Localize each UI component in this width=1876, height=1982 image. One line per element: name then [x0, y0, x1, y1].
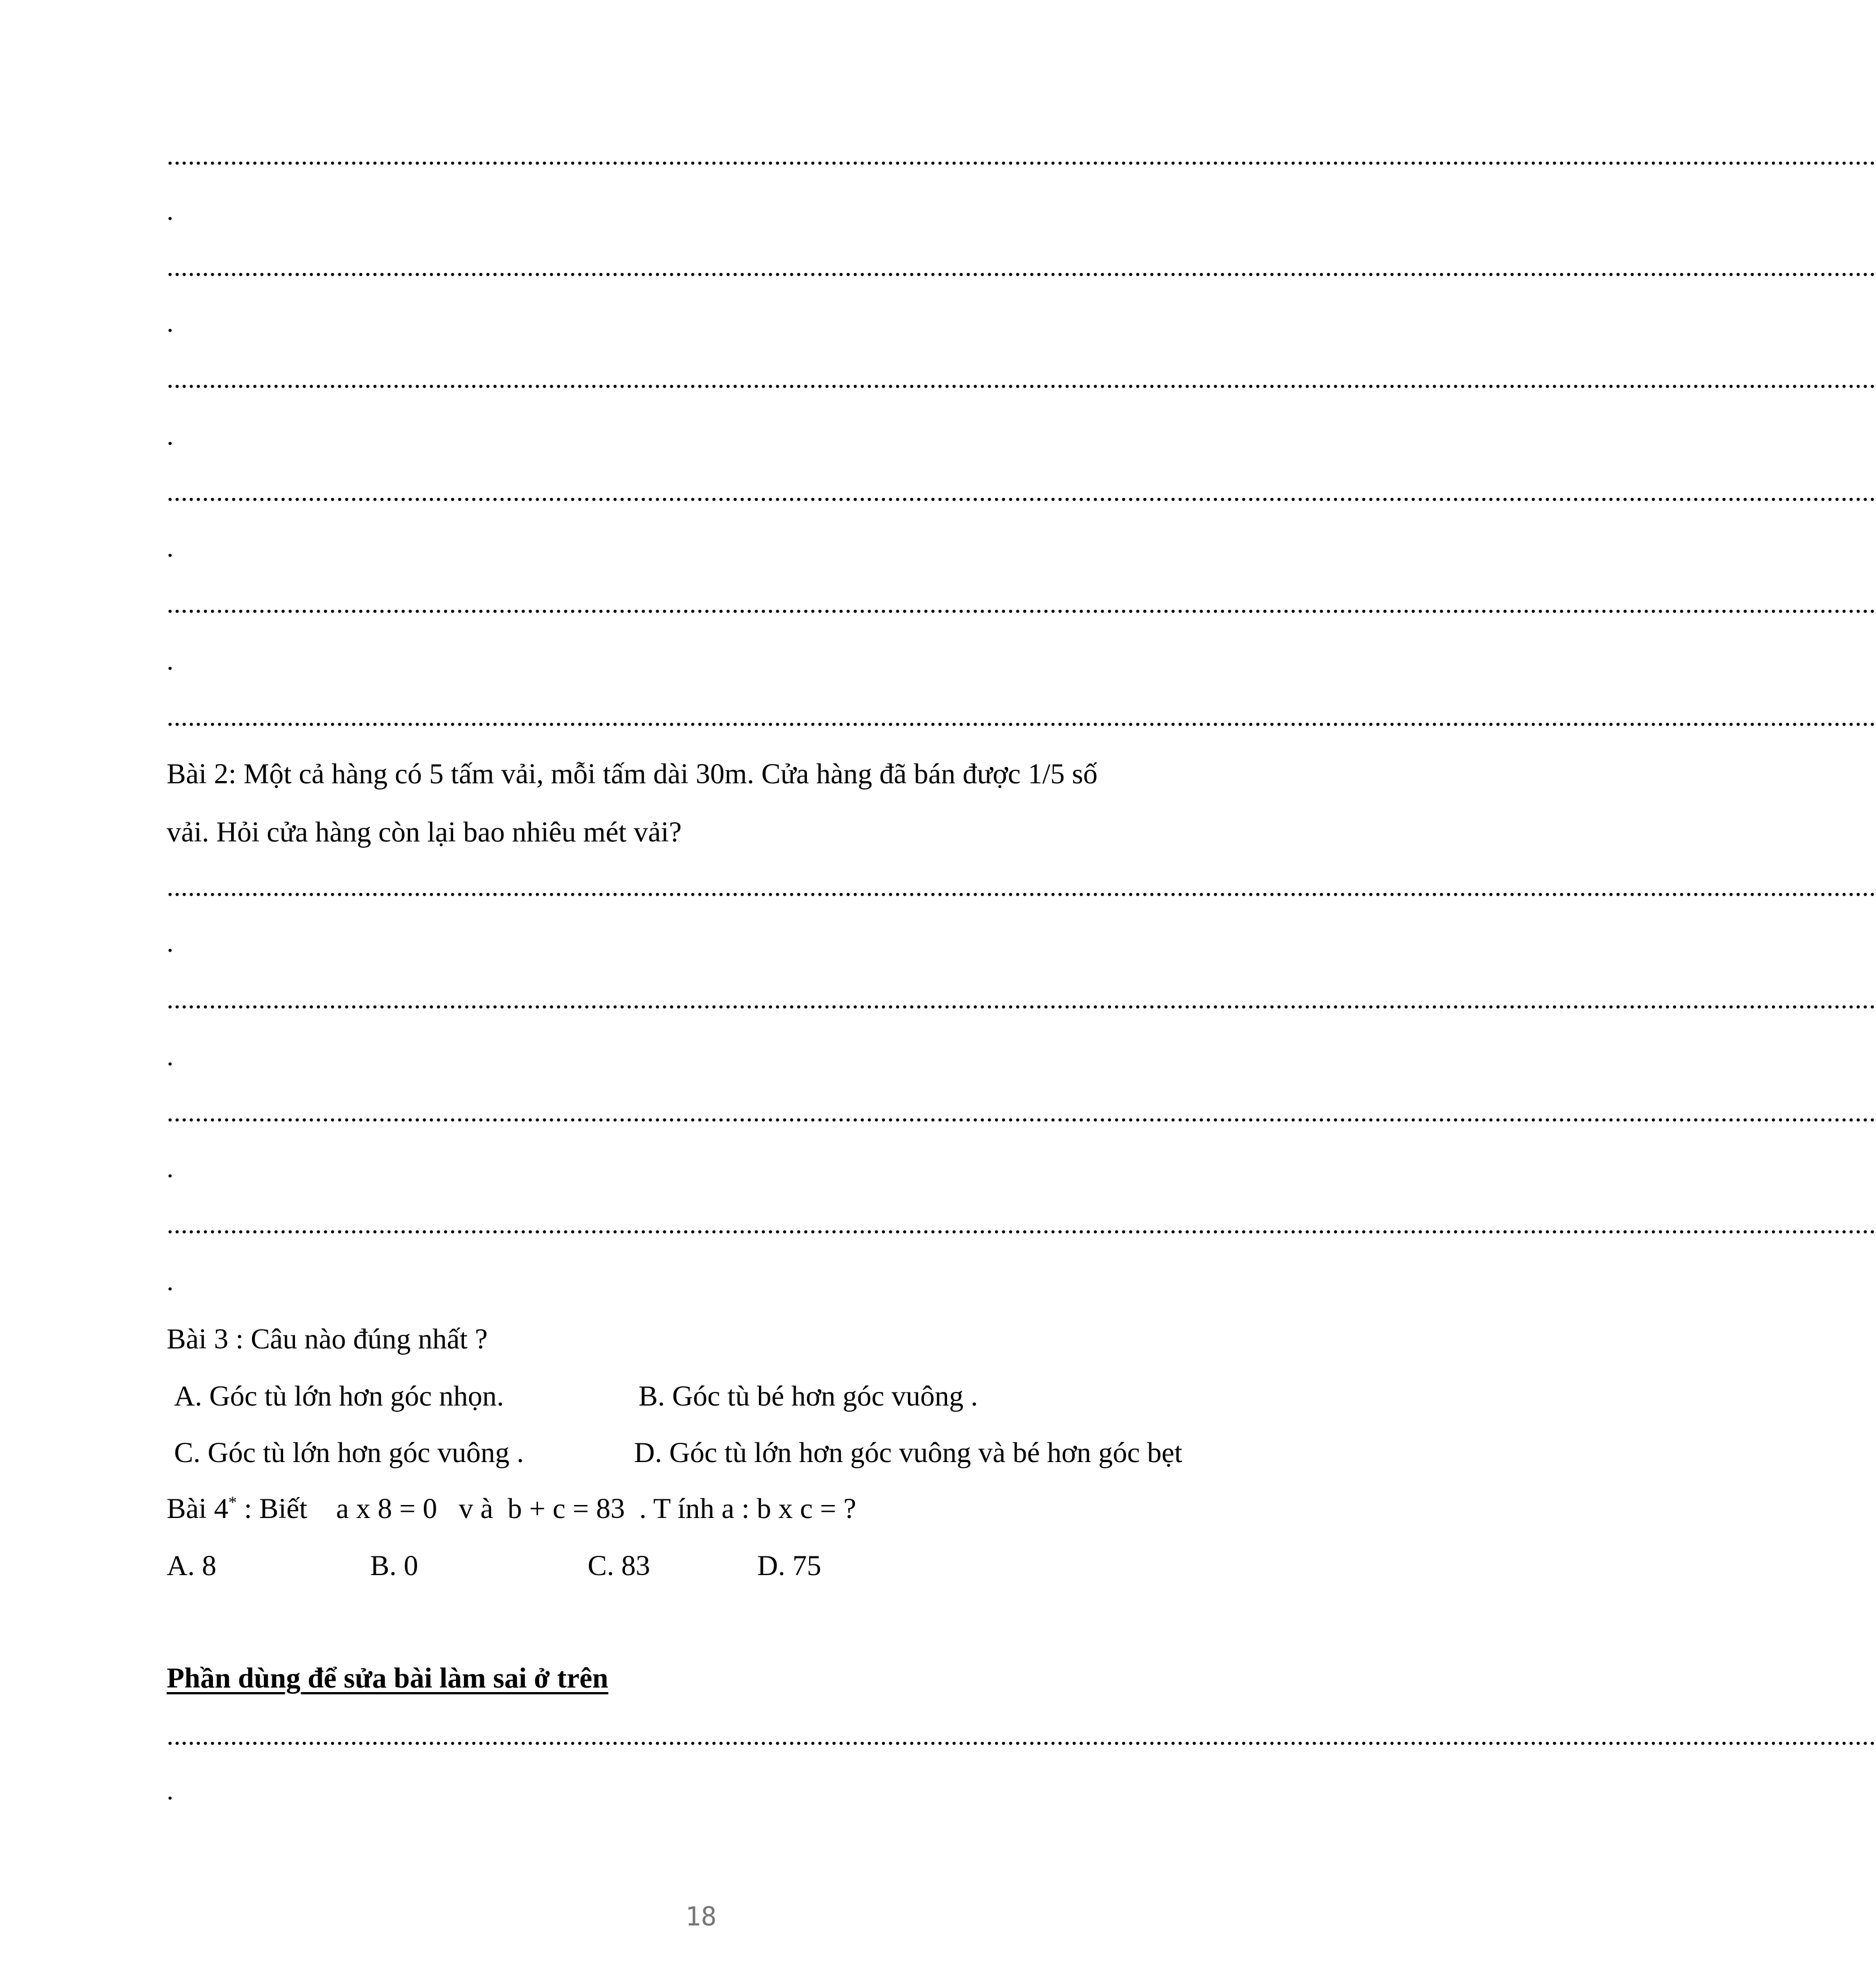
line-period: .: [167, 1267, 173, 1296]
exercise-2-line-1: Bài 2: Một cả hàng có 5 tấm vải, mỗi tấm dài 30m. Cửa hàng đã bán được 1/5 số: [167, 758, 1098, 790]
exercise-4-option-b: B. 0: [370, 1550, 419, 1582]
page-number: 18: [685, 1901, 717, 1932]
line-period: .: [167, 928, 173, 958]
answer-dotted-line: ..................................................................................................................................................................................................................................................: [167, 702, 1876, 732]
answer-dotted-line: ..................................................................................................................................................................................................................................................: [167, 1098, 1876, 1127]
line-period: .: [167, 196, 173, 226]
answer-dotted-line: ..................................................................................................................................................................................................................................................: [167, 141, 1876, 171]
answer-dotted-line: ..................................................................................................................................................................................................................................................: [167, 1209, 1876, 1239]
line-period: .: [167, 533, 173, 563]
line-period: .: [167, 421, 173, 451]
exercise-4-option-c: C. 83: [588, 1550, 650, 1582]
exercise-4-question: [167, 1495, 856, 1524]
exercise-3-option-b: B. Góc tù bé hơn góc vuông .: [639, 1381, 978, 1412]
line-period: .: [167, 308, 173, 338]
answer-dotted-line: ..................................................................................................................................................................................................................................................: [167, 872, 1876, 902]
answer-dotted-line: ..................................................................................................................................................................................................................................................: [167, 477, 1876, 507]
exercise-4-option-a: A. 8: [167, 1550, 216, 1582]
exercise-3-option-c: C. Góc tù lớn hơn góc vuông .: [174, 1437, 524, 1469]
line-period: .: [167, 1776, 173, 1806]
exercise-3-option-a: A. Góc tù lớn hơn góc nhọn.: [174, 1381, 504, 1412]
answer-dotted-line: ..................................................................................................................................................................................................................................................: [167, 589, 1876, 619]
line-period: .: [167, 1042, 173, 1072]
exercise-4-label: Bài 4: [167, 1493, 229, 1525]
answer-dotted-line: ..................................................................................................................................................................................................................................................: [167, 252, 1876, 282]
exercise-3-option-d: D. Góc tù lớn hơn góc vuông và bé hơn góc bẹt: [634, 1437, 1183, 1469]
correction-heading: Phần dùng để sửa bài làm sai ở trên: [167, 1663, 609, 1694]
exercise-4-option-d: D. 75: [757, 1550, 822, 1582]
exercise-3-question: Bài 3 : Câu nào đúng nhất ?: [167, 1324, 488, 1355]
line-period: .: [167, 1153, 173, 1183]
answer-dotted-line: ..................................................................................................................................................................................................................................................: [167, 1721, 1876, 1751]
line-period: .: [167, 646, 173, 676]
answer-dotted-line: ..................................................................................................................................................................................................................................................: [167, 985, 1876, 1014]
exercise-2-line-2: vải. Hỏi cửa hàng còn lại bao nhiêu mét vải?: [167, 817, 682, 848]
answer-dotted-line: ..................................................................................................................................................................................................................................................: [167, 364, 1876, 394]
exercise-4-star: *: [228, 1493, 237, 1512]
exercise-4-text: : Biết a x 8 = 0 v à b + c = 83 . T ính a : b x c = ?: [237, 1493, 857, 1525]
